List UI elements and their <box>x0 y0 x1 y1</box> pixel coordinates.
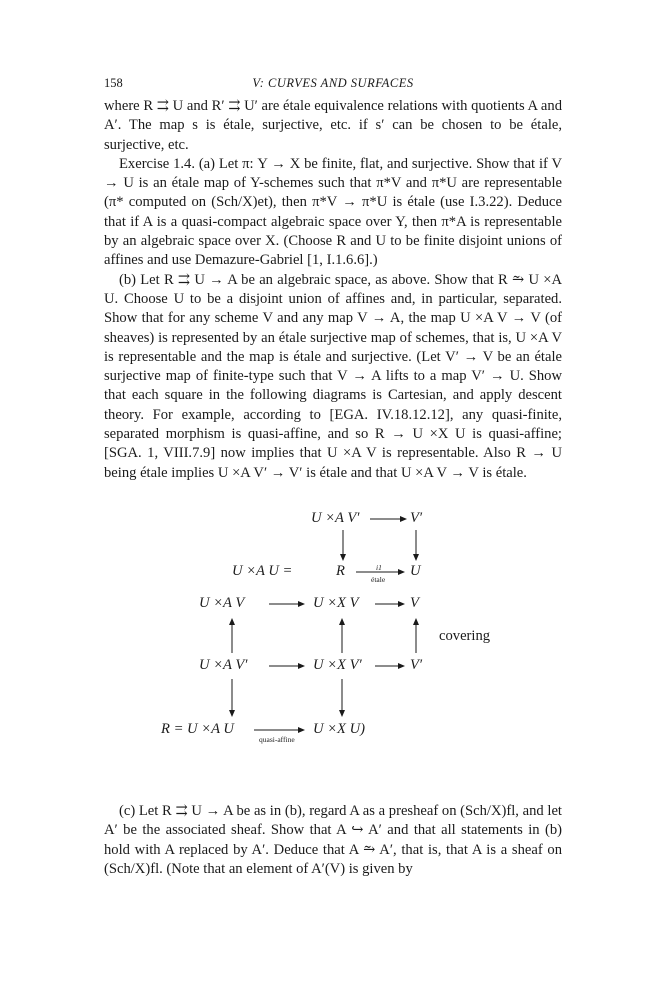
node-r2-right: U <box>410 563 421 579</box>
node-r5-left: R = U ×A U <box>161 721 234 737</box>
paragraph-exercise-a: Exercise 1.4. (a) Let π: Y → X be finite, flat, and surjective. Show that if V → U is an étale map of Y-schemes such that π*V and π*U are representable (π* computed on (Sch/X)et), then π*V → π*U is étale (use I.3.22). Deduce that if A is a quasi-compact algebraic space over Y, then π*A is representable by an algebraic space over X. (Choose R and U to be finite disjoint unions of affines and use Demazure-Gabriel [1, I.1.6.6].) <box>104 155 562 269</box>
bottom-text <box>104 802 562 879</box>
node-r3-mid: U ×X V <box>313 595 359 611</box>
paragraph-1: where R ⇉ U and R′ ⇉ U′ are étale equivalence relations with quotients A and A′. The map s is étale, surjective, etc. if s′ can be chosen to be étale, surjective, etc. <box>104 98 562 153</box>
running-head: V: CURVES AND SURFACES <box>252 76 414 90</box>
arrow-label-quasi-affine: quasi-affine <box>259 735 295 744</box>
paragraph-exercise-c: (c) Let R ⇉ U → A be as in (b), regard A as a presheaf on (Sch/X)fl, and let A′ be the associated sheaf. Show that A ↪ A′ and that all statements in (b) hold with A replaced by A′. Deduce that A ⥲ A′, that is, that A is a sheaf on (Sch/X)fl. (Note that an element of A′(V) is given by <box>104 803 562 877</box>
paragraph-exercise-b: (b) Let R ⇉ U → A be an algebraic space, as above. Show that R ⥲ U ×A U. Choose U to be a disjoint union of affines and, in particular, separated. Show that for any scheme V and any map V → A, the map U ×A V → V (of sheaves) is represented by an étale surjective map of schemes, that is, U ×A V is representable and the map is étale and surjective. (Let V′ → V be an étale surjective map of finite-type such that V → A lifts to a map V′ → U. Show that each square in the following diagrams is Cartesian, and apply descent theory. For example, according to [EGA. IV.18.12.12], any quasi-finite, separated morphism is quasi-affine, and so R → U ×X U is quasi-affine; [SGA. 1, VIII.7.9] now implies that U ×A V is representable. Also R → U being étale implies U ×A V′ → V′ is étale and that U ×A V → V is étale. <box>104 271 562 481</box>
node-r3-right: V <box>410 595 419 611</box>
node-r2-left: U ×A U = <box>232 563 293 579</box>
node-r3-left: U ×A V <box>199 595 245 611</box>
node-r4-mid: U ×X V′ <box>313 657 362 673</box>
covering-label: covering <box>439 628 491 644</box>
node-r4-right: V′ <box>410 657 423 673</box>
node-r1-right: V′ <box>410 510 423 526</box>
arrow-label-etale: étale <box>371 575 386 584</box>
node-r4-left: U ×A V′ <box>199 657 248 673</box>
node-r2-mid: R <box>336 563 345 579</box>
node-r5-right: U ×X U) <box>313 721 365 737</box>
node-r1-left: U ×A V′ <box>311 510 360 526</box>
page-number: 158 <box>104 76 123 90</box>
arrow-label-i1: i1 <box>376 563 382 572</box>
